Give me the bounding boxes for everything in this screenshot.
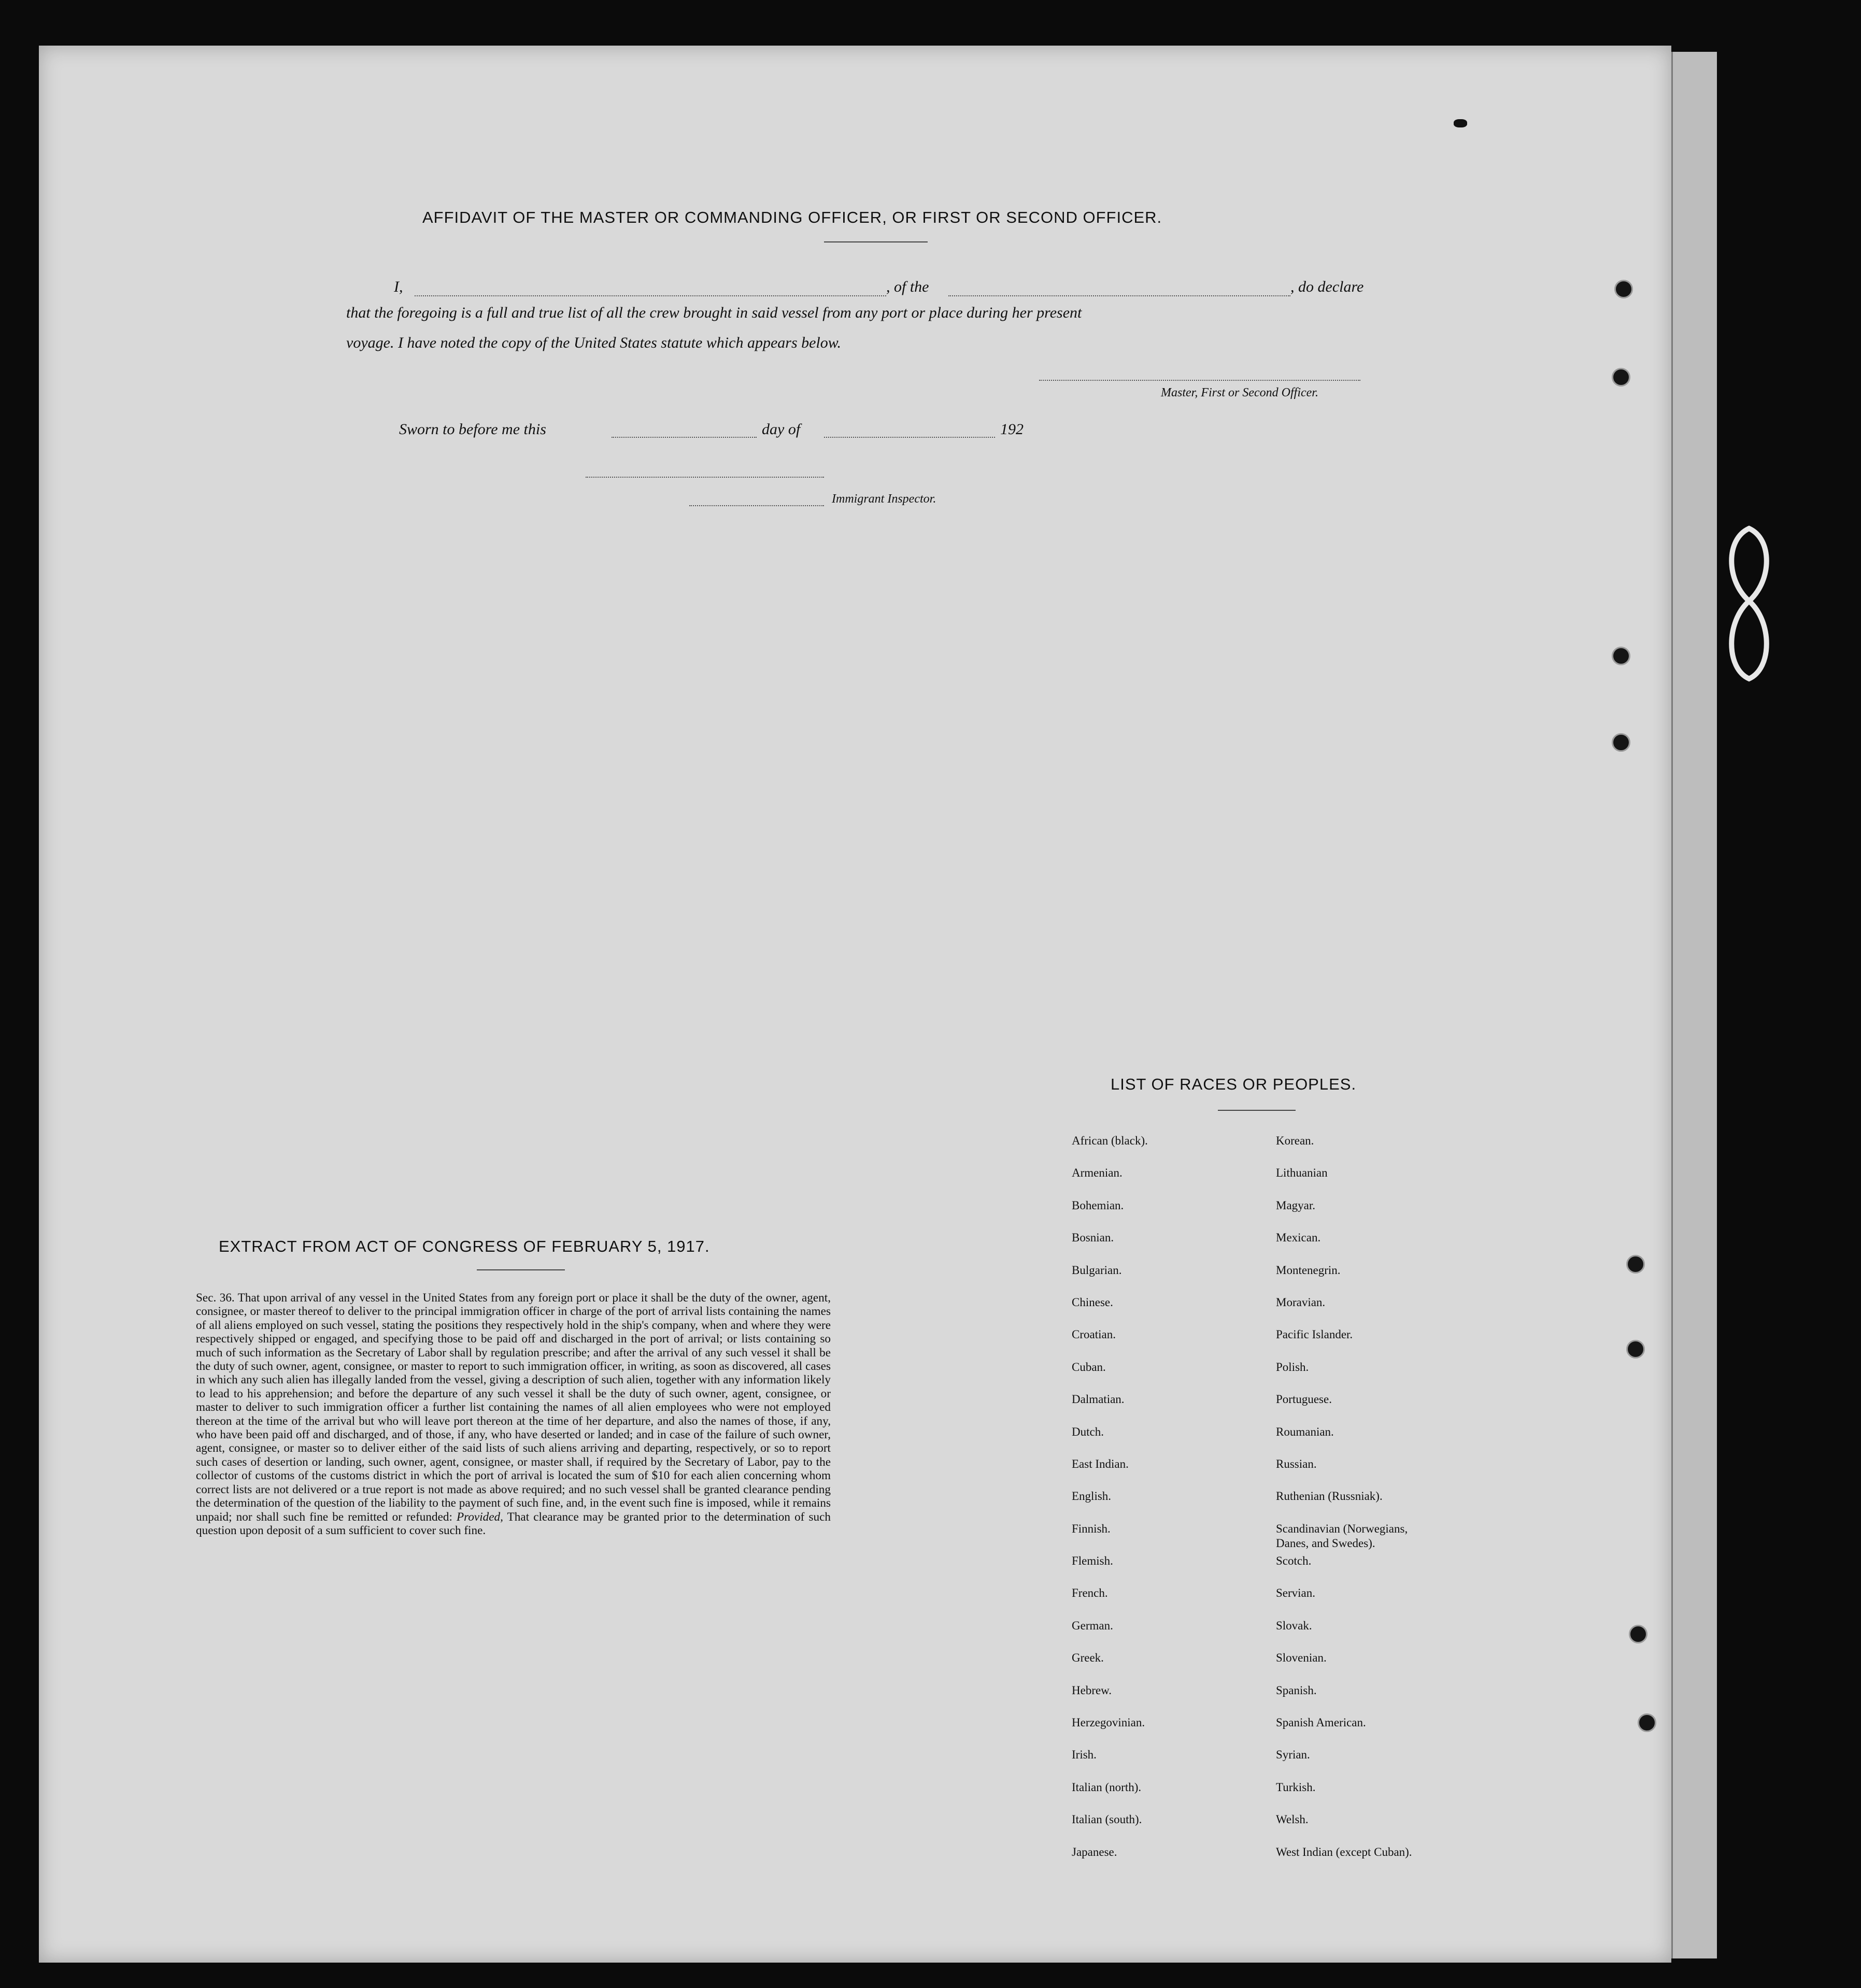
races-title-rule	[1218, 1110, 1296, 1111]
race-item: Bulgarian.	[1072, 1263, 1122, 1277]
race-item: English.	[1072, 1490, 1112, 1503]
race-item: Italian (south).	[1072, 1813, 1142, 1826]
race-item: Chinese.	[1072, 1295, 1113, 1309]
handwritten-mark	[1721, 518, 1778, 689]
race-item: Magyar.	[1276, 1198, 1316, 1212]
year-label: 192	[1000, 421, 1024, 438]
master-signature-label: Master, First or Second Officer.	[1161, 386, 1318, 399]
sworn-day-blank[interactable]	[612, 437, 757, 438]
race-item: Portuguese.	[1276, 1393, 1332, 1406]
name-blank[interactable]	[415, 295, 886, 296]
race-item: Spanish American.	[1276, 1716, 1366, 1729]
day-of-label: day of	[762, 421, 801, 438]
binder-hole	[1629, 1625, 1647, 1643]
race-item: Greek.	[1072, 1651, 1104, 1665]
race-item: French.	[1072, 1586, 1108, 1600]
race-item: Herzegovinian.	[1072, 1716, 1145, 1729]
binder-hole	[1612, 733, 1630, 752]
race-item: Dutch.	[1072, 1425, 1104, 1438]
race-item: Spanish.	[1276, 1683, 1317, 1697]
extract-title: EXTRACT FROM ACT OF CONGRESS OF FEBRUARY 5, 1917.	[219, 1237, 710, 1255]
races-right-column	[1276, 1134, 1412, 1877]
race-item: Croatian.	[1072, 1328, 1116, 1341]
extract-section-text	[196, 1291, 831, 1537]
section-label: Sec. 36.	[196, 1291, 235, 1305]
binder-hole	[1638, 1713, 1656, 1732]
race-item: Welsh.	[1276, 1813, 1309, 1826]
race-item: West Indian (except Cuban).	[1276, 1845, 1412, 1858]
affidavit-i-label: I,	[394, 278, 403, 295]
race-item: Korean.	[1276, 1134, 1314, 1147]
race-item: Russian.	[1276, 1457, 1317, 1470]
race-item: Italian (north).	[1072, 1780, 1142, 1794]
races-left-column	[1072, 1134, 1148, 1877]
race-item: German.	[1072, 1619, 1113, 1632]
inspector-signature-line-lower[interactable]	[689, 505, 824, 506]
extract-title-rule	[477, 1269, 565, 1270]
race-item: Cuban.	[1072, 1360, 1106, 1374]
race-item: Moravian.	[1276, 1295, 1326, 1309]
binder-hole	[1614, 280, 1633, 298]
race-item: Scandinavian (Norwegians, Danes, and Swedes).	[1276, 1522, 1408, 1550]
race-item: Scotch.	[1276, 1554, 1312, 1568]
race-item: Polish.	[1276, 1360, 1309, 1374]
inspector-label: Immigrant Inspector.	[832, 492, 936, 506]
race-item: Hebrew.	[1072, 1683, 1112, 1697]
race-item: Servian.	[1276, 1586, 1316, 1600]
race-item: East Indian.	[1072, 1457, 1129, 1470]
binder-hole	[1612, 368, 1630, 387]
race-item: Slovak.	[1276, 1619, 1312, 1632]
race-item: African (black).	[1072, 1134, 1148, 1147]
race-item: Slovenian.	[1276, 1651, 1327, 1665]
race-item: Mexican.	[1276, 1231, 1321, 1245]
section-body: That upon arrival of any vessel in the United States from any foreign port or place it shall be the duty of the owner, agent, consignee, or master thereof to deliver to the principal immigration officer in charge of the port of arrival lists containing the names of all aliens employed on such vessel, stating the positions they respectively hold in the ship's company, when and where they were respectively shipped or engaged, and specifying those to be paid off and discharged in the port of arrival; or lists containing so much of such information as the Secretary of Labor shall by regulation prescribe; and after the arrival of any such vessel it shall be the duty of such owner, agent, consignee, or master to report to such immigration officer, in writing, as soon as discovered, all cases in which any such alien has illegally landed from the vessel, giving a description of such alien, together with any information likely to lead to his apprehension; and before the departure of any such vessel it shall be the duty of such owner, agent, consignee, or master to deliver to such immigration officer a further list containing the names of all alien employees who were not employed thereon at the time of the arrival but who will leave port thereon at the time of her departure, and also the names of those, if any, who have been paid off and discharged, and of those, if any, who have deserted or landed; and in case of the failure of such owner, agent, consignee, or master so to deliver either of the said lists of such aliens arriving and departing, respectively, or so to report such cases of desertion or landing, such owner, agent, consignee, or master shall, if required by the Secretary of Labor, pay to the collector of customs of the customs district in which the port of arrival is located the sum of $10 for each alien concerning whom correct lists are not delivered or a true report is not made as above required; and no such vessel shall be granted clearance pending the determination of the question of the liability to the payment of such fine, and, in the event such fine is imposed, while it remains unpaid; nor shall such fine be remitted or refunded:	[196, 1291, 831, 1524]
race-item: Roumanian.	[1276, 1425, 1334, 1438]
ink-smudge	[1454, 119, 1467, 127]
binder-hole	[1612, 647, 1630, 665]
race-item: Irish.	[1072, 1748, 1097, 1762]
master-signature-line[interactable]	[1039, 380, 1360, 381]
race-item: Armenian.	[1072, 1166, 1123, 1180]
sworn-label: Sworn to before me this	[399, 421, 546, 438]
race-item: Pacific Islander.	[1276, 1328, 1353, 1341]
race-item: Finnish.	[1072, 1522, 1111, 1535]
binder-hole	[1626, 1340, 1645, 1358]
race-item: Dalmatian.	[1072, 1393, 1125, 1406]
affidavit-line-3: voyage. I have noted the copy of the United States statute which appears below.	[346, 334, 842, 351]
race-item: Bosnian.	[1072, 1231, 1114, 1245]
race-item: Turkish.	[1276, 1780, 1316, 1794]
race-item: Lithuanian	[1276, 1166, 1328, 1180]
race-item: Syrian.	[1276, 1748, 1310, 1762]
sworn-month-blank[interactable]	[824, 437, 995, 438]
affidavit-title: AFFIDAVIT OF THE MASTER OR COMMANDING OFFICER, OR FIRST OR SECOND OFFICER.	[422, 208, 1162, 226]
affidavit-title-rule	[824, 241, 928, 242]
affidavit-do-declare-label: , do declare	[1290, 278, 1364, 295]
race-item: Ruthenian (Russniak).	[1276, 1490, 1383, 1503]
section-body-end: That clearance may be granted prior to the determination of such question upon deposit of a sum sufficient to cover such fine.	[196, 1510, 831, 1537]
race-item: Montenegrin.	[1276, 1263, 1341, 1277]
race-item: Japanese.	[1072, 1845, 1117, 1858]
race-item: Bohemian.	[1072, 1198, 1124, 1212]
vessel-blank[interactable]	[948, 295, 1290, 296]
binder-hole	[1626, 1255, 1645, 1274]
provided-label: Provided,	[457, 1510, 503, 1524]
underlying-page-edge	[1671, 52, 1717, 1958]
race-item: Flemish.	[1072, 1554, 1113, 1568]
races-title: LIST OF RACES OR PEOPLES.	[1111, 1075, 1357, 1093]
inspector-signature-line[interactable]	[586, 477, 824, 478]
manifest-page	[39, 46, 1671, 1963]
affidavit-line-2: that the foregoing is a full and true list of all the crew brought in said vessel from any port or place during her present	[346, 304, 1082, 321]
affidavit-of-the-label: , of the	[886, 278, 929, 295]
